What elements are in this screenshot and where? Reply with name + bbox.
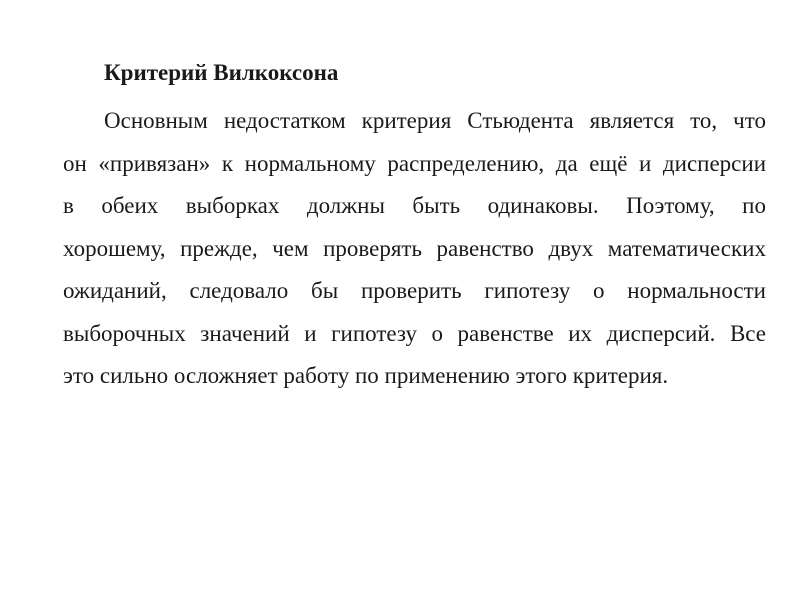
paragraph-line: он «привязан» к нормальному распределению, да ещё и дисперсии: [63, 150, 766, 176]
document-heading: Критерий Вилкоксона: [104, 60, 339, 85]
paragraph-line: Основным недостатком критерия Стьюдента является то, что: [104, 108, 766, 133]
paragraph-line: хорошему, прежде, чем проверять равенство двух математических: [63, 235, 766, 261]
paragraph-line: ожиданий, следовало бы проверить гипотезу о нормальности: [63, 278, 766, 303]
paragraph-line: в обеих выборках должны быть одинаковы. Поэтому, по: [63, 193, 766, 218]
paragraph-line: выборочных значений и гипотезу о равенстве их дисперсий. Все: [63, 320, 766, 346]
paragraph-line: это сильно осложняет работу по применению этого критерия.: [63, 363, 669, 388]
body-paragraph: [63, 100, 766, 398]
